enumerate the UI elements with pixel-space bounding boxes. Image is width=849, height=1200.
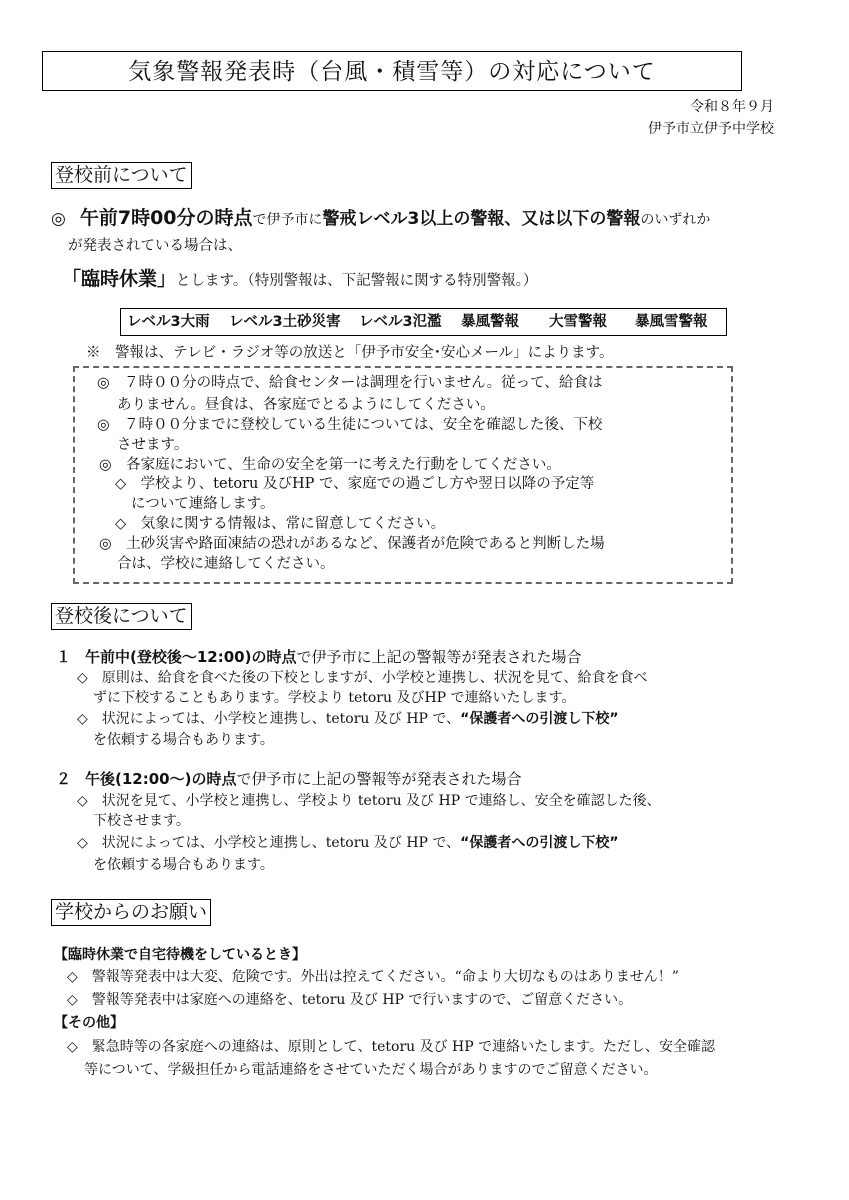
lead-warning-condition: 警戒レベル3以上の警報、又は以下の警報	[322, 209, 641, 229]
request-line: ◇ 緊急時等の各家庭への連絡は、原則として、tetoru 及び HP で連絡いたします。ただし、安全確認	[67, 1039, 716, 1055]
box-line: ありません。昼食は、各家庭でとるようにしてください。	[117, 397, 495, 413]
item2-handover: “保護者への引渡し下校”	[460, 835, 619, 851]
warning-item: レベル3土砂災害	[229, 314, 341, 330]
box-line: について連絡します。	[131, 496, 275, 512]
closure-line	[62, 265, 537, 295]
item1-line: ずに下校することもあります。学校より tetoru 及びHP で連絡いたします。	[93, 690, 576, 706]
sub-heading-closure: 【臨時休業で自宅待機をしているとき】	[54, 947, 306, 963]
warning-item: レベル3氾濫	[359, 314, 442, 330]
note-broadcast: ※ 警報は、テレビ・ラジオ等の放送と「伊予市安全･安心メール」によります。	[86, 345, 614, 361]
request-line: ◇ 警報等発表中は家庭への連絡を、tetoru 及び HP で行いますので、ご留意ください。	[67, 992, 633, 1008]
item1-line: ◇ 原則は、給食を食べた後の下校としますが、小学校と連携し、状況を見て、給食を食べ	[77, 670, 648, 686]
item2-line: を依頼する場合もあります。	[93, 857, 274, 873]
item1-handover: “保護者への引渡し下校”	[460, 711, 619, 727]
item1-line: を依頼する場合もあります。	[93, 732, 274, 748]
request-line: ◇ 警報等発表中は大変、危険です。外出は控えてください。“命より大切なものはありません！”	[67, 969, 679, 985]
box-line: ◎ 各家庭において、生命の安全を第一に考えた行動をしてください。	[99, 457, 561, 473]
warning-item: 大雪警報	[549, 314, 607, 330]
item1-line3a: ◇ 状況によっては、小学校と連携し、tetoru 及び HP で、	[77, 711, 461, 727]
page-title: 気象警報発表時（台風・積雪等）の対応について	[42, 51, 742, 91]
lead-time: 午前7時00分の時点	[79, 207, 253, 229]
double-circle-mark: ◎	[51, 209, 66, 229]
item2-bold: 午後(12:00～)の時点	[85, 770, 237, 788]
box-line: ◎ ７時００分の時点で、給食センターは調理を行いません。従って、給食は	[97, 375, 603, 391]
item2-line	[77, 833, 619, 853]
box-line: させます。	[117, 437, 189, 453]
lead-paragraph	[51, 204, 710, 234]
item1-rest: で伊予市に上記の警報等が発表された場合	[296, 648, 582, 666]
item1-heading	[56, 646, 582, 668]
section-heading-after-school: 登校後について	[51, 603, 192, 630]
closure-rest: とします。（特別警報は、下記警報に関する特別警報。）	[176, 273, 538, 289]
issue-date: 令和８年９月	[690, 99, 774, 115]
closure-bold: 「臨時休業」	[62, 268, 177, 290]
box-line: ◇ 学校より、tetoru 及びHP で、家庭での過ごし方や翌日以降の予定等	[115, 476, 595, 492]
lead-text-1: で伊予市に	[252, 212, 323, 228]
warning-item: 暴風雪警報	[635, 314, 708, 330]
section-heading-before-school: 登校前について	[51, 162, 192, 189]
item-number: ２	[56, 770, 72, 788]
item2-rest: で伊予市に上記の警報等が発表された場合	[236, 770, 522, 788]
item2-heading	[56, 768, 522, 790]
warning-list-box	[120, 308, 727, 336]
item1-line	[77, 709, 619, 729]
header-meta	[648, 96, 774, 140]
box-line: ◎ ７時００分までに登校している生徒については、安全を確認した後、下校	[97, 417, 603, 433]
section-heading-requests: 学校からのお願い	[51, 899, 211, 926]
warning-item: 暴風警報	[461, 314, 519, 330]
item2-line: 下校させます。	[93, 813, 190, 829]
box-line: 合は、学校に連絡してください。	[117, 556, 335, 572]
lead-text-4: が発表されている場合は、	[68, 238, 242, 254]
item-number: １	[56, 648, 72, 666]
sub-heading-other: 【その他】	[54, 1015, 124, 1031]
school-name: 伊予市立伊予中学校	[648, 121, 774, 137]
item2-line3a: ◇ 状況によっては、小学校と連携し、tetoru 及び HP で、	[77, 835, 461, 851]
item2-line: ◇ 状況を見て、小学校と連携し、学校より tetoru 及び HP で連絡し、安全を確認した後、	[77, 793, 661, 809]
lead-text-3: のいずれか	[640, 212, 711, 228]
item1-bold: 午前中(登校後～12:00)の時点	[85, 648, 297, 666]
warning-item: レベル3大雨	[127, 314, 210, 330]
box-line: ◎ 土砂災害や路面凍結の恐れがあるなど、保護者が危険であると判断した場	[99, 536, 605, 552]
box-line: ◇ 気象に関する情報は、常に留意してください。	[115, 516, 446, 532]
request-line: 等について、学級担任から電話連絡をさせていただく場合がありますのでご留意ください。	[84, 1062, 658, 1078]
